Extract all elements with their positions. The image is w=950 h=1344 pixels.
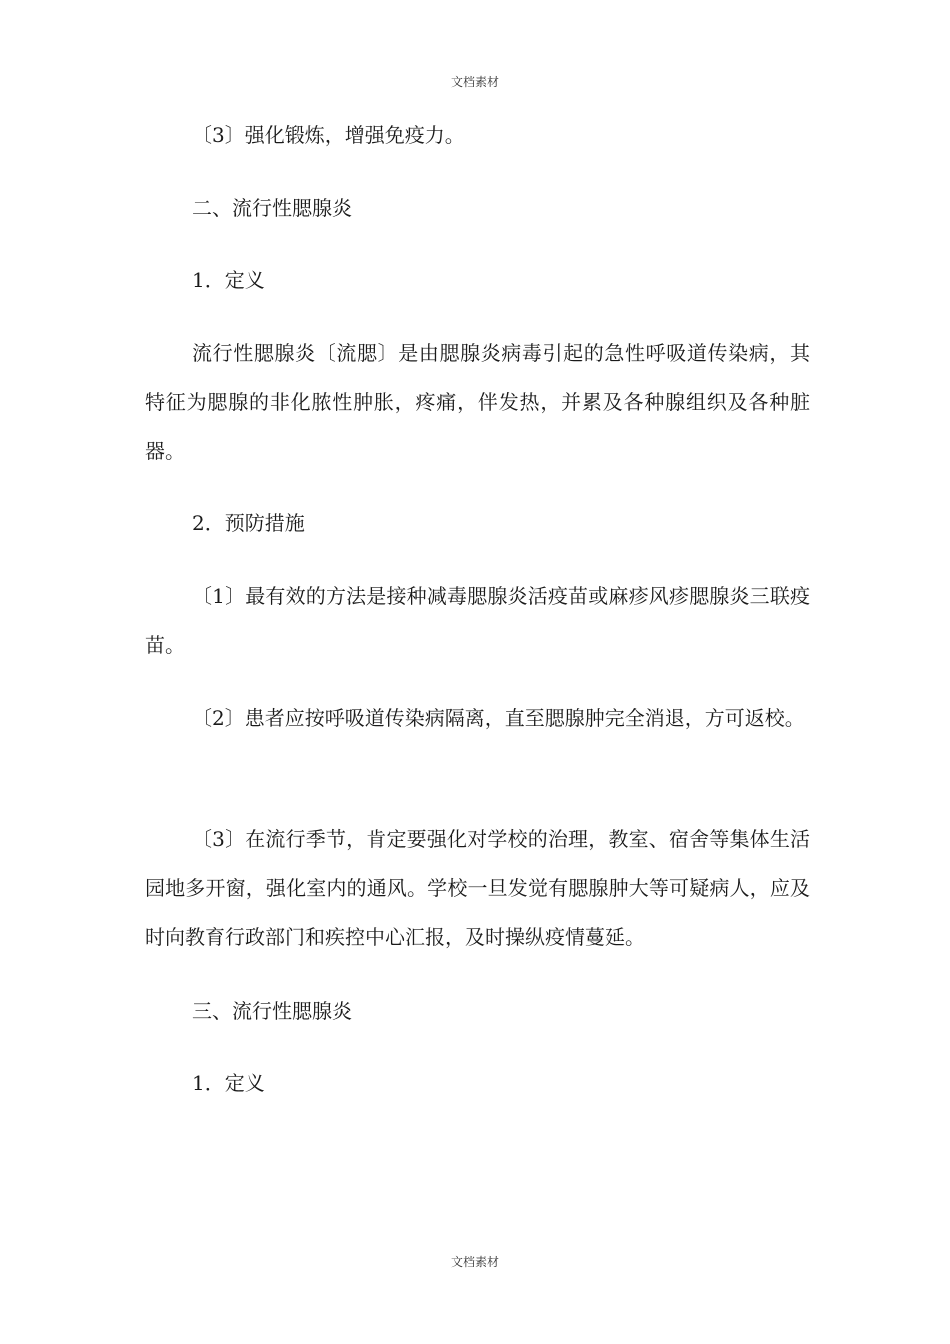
section-heading-mumps-3: 三、流行性腮腺炎 bbox=[192, 999, 352, 1023]
section-heading-mumps: 二、流行性腮腺炎 bbox=[192, 196, 352, 220]
page-header: 文档素材 bbox=[450, 75, 499, 89]
page-footer: 文档素材 bbox=[450, 1255, 499, 1269]
subheading-prevention: 2．预防措施 bbox=[192, 511, 305, 535]
paragraph-prevention-3: 〔3〕在流行季节，肯定要强化对学校的治理，教室、宿舍等集体生活园地多开窗，强化室内的通风。学校一旦发觉有腮腺肿大等可疑病人，应及时向教育行政部门和疾控中心汇报，及时操纵疫情蔓延。 bbox=[145, 827, 810, 949]
subheading-definition: 1．定义 bbox=[192, 268, 265, 292]
subheading-definition-2: 1．定义 bbox=[192, 1071, 265, 1095]
paragraph-strengthen-exercise: 〔3〕强化锻炼，增强免疫力。 bbox=[192, 123, 465, 147]
paragraph-prevention-1: 〔1〕最有效的方法是接种减毒腮腺炎活疫苗或麻疹风疹腮腺炎三联疫苗。 bbox=[145, 584, 810, 657]
paragraph-mumps-definition: 流行性腮腺炎〔流腮〕是由腮腺炎病毒引起的急性呼吸道传染病，其特征为腮腺的非化脓性肿胀，疼痛，伴发热，并累及各种腺组织及各种脏器。 bbox=[145, 341, 810, 463]
paragraph-prevention-2: 〔2〕患者应按呼吸道传染病隔离，直至腮腺肿完全消退，方可返校。 bbox=[192, 706, 805, 730]
